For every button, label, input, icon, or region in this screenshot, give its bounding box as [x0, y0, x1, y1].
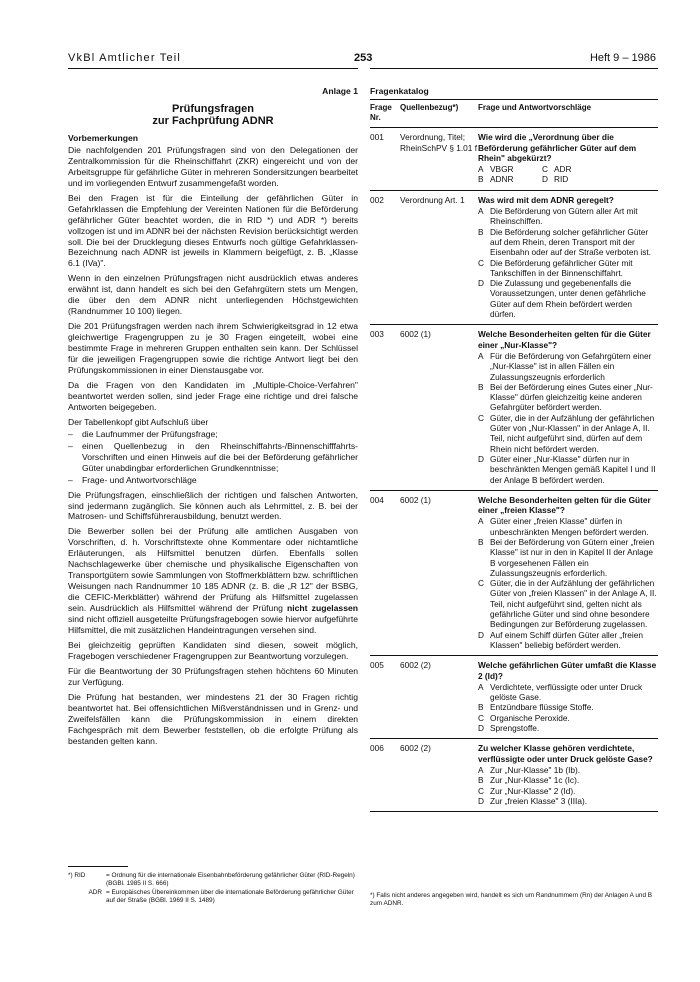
- catalog-heading: Fragenkatalog: [370, 86, 429, 96]
- paragraph: Die 201 Prüfungsfragen werden nach ihrem Schwierigkeitsgrad in 12 etwa gleichwertige Fragengruppen zu je 30 Fragen eingeteilt, wobei eine bestimmte Frage in mehreren Gruppen enthalten sein kann. Der Schlüssel für die jeweiligen Fragengruppen sowie die richtige Antwort liegt bei den Prüfungskommissionen in einer Dienstausgabe vor.: [68, 321, 358, 376]
- answer-option: C Organische Peroxide.: [478, 712, 570, 723]
- footnote: ADR = Europäisches Übereinkommen über die internationale Beförderung gefährlicher Güter auf der Straße (BGBl. 1969 II S. 1489): [88, 888, 354, 905]
- left-column: [68, 86, 358, 751]
- emphasis: nicht zugelassen: [287, 603, 359, 614]
- table-row: 005 6002 (2) Welche gefährlichen Güter umfaßt die Klasse 2 (Id)? A Verdichtete, verflüssigte oder unter Druck gelöste Gase. B Entzündbare flüssige Stoffe. C Organische Peroxide. D Sprengstoffe.: [370, 656, 658, 739]
- paragraph: Die nachfolgenden 201 Prüfungsfragen sind von den Delegationen der Zentralkommission für die Rheinschiffahrt (ZKR) eingereicht und von der Arbeitsgruppe für gefährliche Güter in mehreren Sondersitzungen bearbeitet und im vorliegenden Entwurf zusammengefaßt worden.: [68, 144, 358, 188]
- issue-label: Heft 9 – 1986: [589, 52, 656, 64]
- column-header-frage: Frage und Antwortvorschläge: [478, 103, 592, 113]
- answer-option: B Zur „Nur-Klasse" 1c (Ic).: [478, 775, 580, 786]
- answer-option: C Güter, die in der Aufzählung der gefährlichen Güter von „Nur-Klassen" in der Anlage A, II. Teil, nicht aufgeführt sind, dürfen auf dem Rhein nicht befördert werden.: [478, 412, 655, 454]
- table-header: [370, 99, 658, 128]
- table-row: 002 Verordnung Art. 1 Was wird mit dem ADNR geregelt? A Die Beförderung von Gütern aller Art mit Rheinschiffen. B Die Beförderung solcher gefährlicher Güter auf dem Rhein, deren Transport mit der Eisenbahn oder auf der Straße verboten ist. C Die Beförderung gefährlicher Güter mit Tankschiffen in der Binnenschiffahrt. D Die Zulassung und gegebenenfalls die Voraussetzungen, unter denen gefährliche Güter auf dem Rhein befördert werden dürfen.: [370, 191, 658, 326]
- paragraph: Die Prüfungsfragen, einschließlich der richtigen und falschen Antworten, sind jedermann zugänglich. Sie können auch als Lehrmittel, z. B. bei der Matrosen- und Schiffsführerausbildung, benutzt werden.: [68, 489, 358, 522]
- question-text: Wie wird die „Verordnung über die Beförderung gefährlicher Güter auf dem Rhein" abgekürzt?: [478, 132, 637, 163]
- table-row: 001 Verordnung, Titel; RheinSchPV § 1.01 f Wie wird die „Verordnung über die Beförderung gefährlicher Güter auf dem Rhein" abgekürzt? A VBGR C ADR B ADNR D RID: [370, 128, 658, 190]
- list-item: – einen Quellenbezug in den Rheinschiffahrts-/Binnenschifffahrts-Vorschriften und einen Hinweis auf die bei der Beförderung gefährlicher Güter unabdingbar erforderlichen Grundkenntnisse;: [68, 440, 358, 473]
- table-row: 003 6002 (1) Welche Besonderheiten gelten für die Güter einer „Nur-Klasse"? A Für die Beförderung von Gefahrgütern einer „Nur-Klasse" ist in allen Fällen ein Zulassungszeugnis erforderlich B Bei der Beförderung eines Gutes einer „Nur-Klasse" dürfen gleichzeitig keine anderen Gefahrgüter befördert werden. C Güter, die in der Aufzählung der gefährlichen Güter von „Nur-Klassen" in der Anlage A, II. Teil, nicht aufgeführt sind, dürfen auf dem Rhein nicht befördert werden. D Güter einer „Nur-Klasse" dürfen nur in beschränkten Mengen gemäß Kapitel I und II der Anlage B befördert werden.: [370, 325, 658, 490]
- paragraph: Wenn in den einzelnen Prüfungsfragen nicht ausdrücklich etwas anderes erwähnt ist, dann handelt es sich bei den Gefahrgütern stets um Mengen, die über den dem ADNR nicht unterliegenden Höchstgewichten (Randnummer 10 100) liegen.: [68, 273, 358, 317]
- question-text: Welche gefährlichen Güter umfaßt die Klasse 2 (Id)?: [478, 660, 657, 681]
- answer-option: A Güter einer „freien Klasse" dürfen in unbeschränkten Mengen befördert werden.: [478, 516, 649, 537]
- footnote-right: *) Falls nicht anderes angegeben wird, handelt es sich um Randnummern (Rn) der Anlagen A und B zum ADNR.: [370, 892, 653, 908]
- title-line-2: zur Fachprüfung ADNR: [152, 114, 274, 127]
- paragraph: Da die Fragen von den Kandidaten im „Multiple-Choice-Verfahren" beantwortet werden sollen, sind jeder Frage eine richtige und drei falsche Antworten beigegeben.: [68, 379, 358, 412]
- table-row: 006 6002 (2) Zu welcher Klasse gehören verdichtete, verflüssigte oder unter Druck gelöste Gase? A Zur „Nur-Klasse" 1b (Ib). B Zur „Nur-Klasse" 1c (Ic). C Zur „Nur-Klasse" 2 (Id). D Zur „freien Klasse" 3 (IIIa).: [370, 739, 658, 812]
- journal-name: VkBl Amtlicher Teil: [68, 52, 182, 64]
- answer-option: B Die Beförderung solcher gefährlicher Güter auf dem Rhein, deren Transport mit der Eisenbahn oder auf der Straße verboten ist.: [478, 226, 651, 258]
- question-text: Welche Besonderheiten gelten für die Güter einer „Nur-Klasse"?: [478, 329, 651, 350]
- answer-option: C Güter, die in der Aufzählung der gefährlichen Güter von „freien Klassen" in der Anlage A, II. Teil, nicht aufgeführt sind, gelten nicht als gefährliche Güter und sind ohne besondere Bedingungen zur Beförderung zugelassen.: [478, 578, 657, 630]
- question-text: Zu welcher Klasse gehören verdichtete, verflüssigte oder unter Druck gelöste Gase?: [478, 743, 653, 764]
- footnote: *) RID = Ordnung für die internationale Eisenbahnbeförderung gefährlicher Güter (RID-Regeln) (BGBl. 1985 II S. 666): [68, 872, 355, 888]
- answer-options: A VBGR C ADR B ADNR D RID: [478, 164, 572, 185]
- answer-option: C Zur „Nur-Klasse" 2 (Id).: [478, 785, 576, 796]
- anlage-label: Anlage 1: [322, 86, 358, 96]
- paragraph: Bei den Fragen ist für die Einteilung der gefährlichen Güter in Gefahrklassen die Empfehlung der Vereinten Nationen für die Beförderung gefährlicher Güter beachtet worden, die in RID *) und ADR *) bereits vollzogen ist und im ADNR bei der nächsten Revision berücksichtigt werden soll. Die bei der Drucklegung dieses Entwurfs noch gültige Gefahrklassen-Bezeichnung nach ADNR ist jeweils in Klammern beigefügt, z. B. „Klasse 6.1 (IVa)".: [68, 192, 358, 269]
- paragraph: Die Bewerber sollen bei der Prüfung alle amtlichen Ausgaben von Vorschriften, d. h. Vorschriftstexte ohne Kommentare oder nichtamtliche Erläuterungen, als Hilfsmittel benutzen dürfen. Ebenfalls sollen Nachschlagewerke über chemische und physikalische Eigenschaften von Transportgütern sowie Sammlungen von Stoffmerkblättern bzw. schriftlichen Weisungen nach Randnummer 10 185 ADNR (z. B. die „R 12" der BSBG, die CEFIC-Merkblätter) während der Prüfung als Hilfsmittel zugelassen sein. Ausdrücklich als Hilfsmittel während der Prüfung nicht zugelassen sind nicht offiziell ausgeteilte Prüfungsfragebogen sowie hiervor aufgeführte Hilfsmittel, die mit zusätzlichen Handeintragungen versehen sind.: [68, 526, 359, 635]
- answer-option: B Bei der Beförderung von Gütern einer „freien Klasse" ist nur in den in Kapitel II der Anlage B vorgesehenen Fällen ein Zulassungszeugnis erforderlich.: [478, 536, 655, 578]
- header-rule-left: [68, 68, 358, 69]
- answer-option: D Güter einer „Nur-Klasse" dürfen nur in beschränkten Mengen gemäß Kapitel I und II der Anlage B befördert werden.: [478, 453, 656, 485]
- page-number: 253: [354, 52, 373, 64]
- list-item: – Frage- und Antwortvorschläge: [68, 474, 197, 485]
- answer-option: D Die Zulassung und gegebenenfalls die Voraussetzungen, unter denen gefährliche Güter auf dem Rhein befördert werden dürfen.: [478, 278, 646, 320]
- header-rule-right: [370, 68, 658, 69]
- paragraph: Die Prüfung hat bestanden, wer mindestens 21 der 30 Fragen richtig beantwortet hat. Bei offensichtlichen Mißverständnissen und in Grenz- und Zweifelsfällen kann die Prüfungskommission in einem direkten Fachgespräch mit dem Bewerber feststellen, ob die erfolgte Prüfung als bestanden gelten kann.: [68, 691, 358, 746]
- footnotes-left: [68, 872, 358, 906]
- list-item: – die Laufnummer der Prüfungsfrage;: [68, 428, 218, 439]
- answer-option: A Verdichtete, verflüssigte oder unter Druck gelöste Gase.: [478, 681, 643, 703]
- answer-option: A Zur „Nur-Klasse" 1b (Ib).: [478, 764, 581, 775]
- paragraph: Für die Beantwortung der 30 Prüfungsfragen stehen höchtens 60 Minuten zur Verfügung.: [68, 665, 358, 687]
- right-column: [370, 86, 658, 812]
- paragraph: Der Tabellenkopf gibt Aufschluß über: [68, 416, 209, 427]
- answer-option: D Zur „freien Klasse" 3 (IIIa).: [478, 795, 588, 806]
- column-header-nr: Frage Nr.: [370, 103, 392, 123]
- answer-option: D Sprengstoffe.: [478, 723, 540, 734]
- answer-option: B Entzündbare flüssige Stoffe.: [478, 702, 594, 713]
- document-title: [68, 103, 358, 127]
- answer-option: B Bei der Beförderung eines Gutes einer „Nur-Klasse" dürfen gleichzeitig keine anderen Gefahrgüter befördert werden.: [478, 381, 653, 413]
- table-row: 004 6002 (1) Welche Besonderheiten gelten für die Güter einer „freien Klasse"? A Güter einer „freien Klasse" dürfen in unbeschränkten Mengen befördert werden. B Bei der Beförderung von Gütern einer „freien Klasse" ist nur in den in Kapitel II der Anlage B vorgesehenen Fällen ein Zulassungszeugnis erforderlich. C Güter, die in der Aufzählung der gefährlichen Güter von „freien Klassen" in der Anlage A, II. Teil, nicht aufgeführt sind, gelten nicht als gefährliche Güter und sind ohne besondere Bedingungen zur Beförderung zugelassen. D Auf einem Schiff dürfen Güter aller „freien Klassen" beliebig befördert werden.: [370, 491, 658, 656]
- answer-option: A Für die Beförderung von Gefahrgütern einer „Nur-Klasse" ist in allen Fällen ein Zulassungszeugnis erforderlich: [478, 350, 652, 382]
- footnote-rule-left: [68, 866, 128, 867]
- question-text: Welche Besonderheiten gelten für die Güter einer „freien Klasse"?: [478, 494, 651, 516]
- answer-option: D Auf einem Schiff dürfen Güter aller „freien Klassen" beliebig befördert werden.: [478, 629, 643, 650]
- answer-option: C Die Beförderung gefährlicher Güter mit Tankschiffen in der Binnenschiffahrt.: [478, 257, 633, 278]
- section-heading: Vorbemerkungen: [68, 132, 139, 143]
- title-line-1: Prüfungsfragen: [172, 102, 254, 115]
- page-header: [68, 52, 656, 68]
- question-text: Was wird mit dem ADNR geregelt?: [478, 194, 614, 205]
- column-header-quelle: Quellenbezug*): [400, 103, 459, 113]
- answer-option: A Die Beförderung von Gütern aller Art mit Rheinschiffen.: [478, 206, 638, 227]
- paragraph: Bei gleichzeitig geprüften Kandidaten sind diesen, soweit möglich, Fragebogen verschiedener Fragengruppen zur Beantwortung vorzulegen.: [68, 639, 358, 661]
